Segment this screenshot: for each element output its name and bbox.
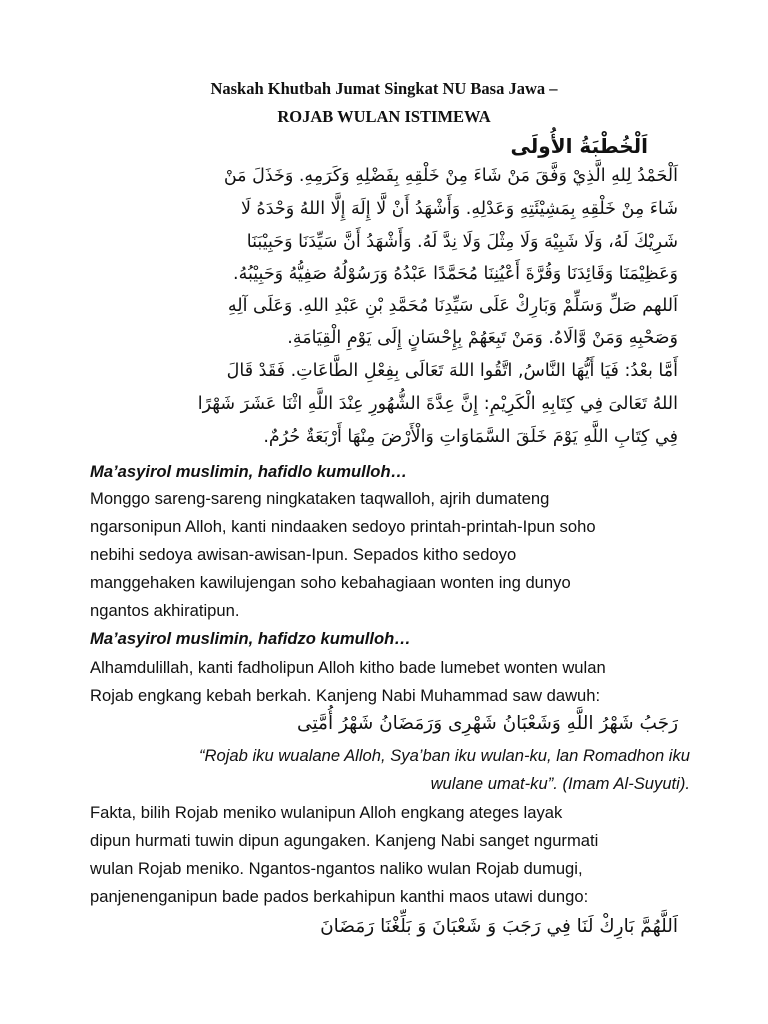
arabic-opening-line-7: أَمَّا بعْدُ: فَيَا أَيُّهَا النَّاسُ, اتَّقُوا اللهَ تَعَالَى بِفِعْلِ الطَّاعَاتِ. فَقَدْ قَالَ (226, 361, 678, 381)
paragraph-1-line-4: manggehaken kawilujengan soho kebahagiaan wonten ing dunyo (90, 573, 571, 592)
document-title-line-2: ROJAB WULAN ISTIMEWA (277, 107, 491, 126)
document-title-line-1: Naskah Khutbah Jumat Singkat NU Basa Jawa – (210, 79, 558, 98)
arabic-heading: اَلْخُطْبَةُ الأُولَى (510, 134, 648, 158)
arabic-opening-line-2: شَاءَ مِنْ خَلْقِهِ بِمَشِيْئَتِهِ وَعَدْلِهِ. وَأَشْهَدُ أَنْ لَّا إِلَهَ إِلَّا اللهُ وَحْدَهُ لَا (240, 199, 678, 219)
hadith-translation-line-1: “Rojab iku wualane Alloh, Sya’ban iku wulan-ku, lan Romadhon iku (198, 746, 690, 765)
paragraph-1-line-5: ngantos akhiratipun. (90, 601, 240, 620)
arabic-opening-line-3: شَرِيْكَ لَهُ، وَلَا شَبِيْهَ وَلَا مِثْلَ وَلَا نِدَّ لَهُ. وَأَشْهَدُ أَنَّ سَيِّدَنَا وَحَبِيْبَنَا (246, 232, 678, 252)
paragraph-3-line-4: panjenenganipun bade pados berkahipun kanthi maos utawi dungo: (90, 887, 589, 906)
hadith-translation-line-2: wulane umat-ku”. (Imam Al-Suyuti). (430, 774, 690, 793)
arabic-opening-line-6: وَصَحْبِهِ وَمَنْ وَّالَاهُ. وَمَنْ تَبِعَهُمْ بِإِحْسَانٍ إِلَى يَوْمِ الْقِيَامَةِ. (287, 328, 678, 348)
paragraph-3-line-3: wulan Rojab meniko. Ngantos-ngantos naliko wulan Rojab dumugi, (90, 859, 583, 878)
hadith-arabic: رَجَبُ شَهْرُ اللَّهِ وَشَعْبَانُ شَهْرِى وَرَمَضَانُ شَهْرُ أُمَّتِى (297, 713, 678, 734)
paragraph-3-line-2: dipun hurmati tuwin dipun agungaken. Kanjeng Nabi sanget ngurmati (90, 831, 599, 850)
arabic-opening-line-4: وَعَظِيْمَنَا وَقَائِدَنَا وَقُرَّةَ أَعْيُنِنَا مُحَمَّدًا عَبْدُهُ وَرَسُوْلُهُ صَفِيُّهُ وَحَبِيْبُهُ. (233, 264, 678, 284)
paragraph-2-line-2: Rojab engkang kebah berkah. Kanjeng Nabi Muhammad saw dawuh: (90, 686, 601, 705)
paragraph-3-line-1: Fakta, bilih Rojab meniko wulanipun Alloh engkang ateges layak (90, 803, 563, 822)
paragraph-1-line-1: Monggo sareng-sareng ningkataken taqwalloh, ajrih dumateng (90, 489, 550, 508)
arabic-opening-line-5: اَللهم صَلِّ وَسَلِّمْ وَبَارِكْ عَلَى سَيِّدِنَا مُحَمَّدِ بْنِ عَبْدِ اللهِ. وَعَلَى آلِهِ (227, 296, 678, 316)
prayer-arabic: اَللَّهُمَّ بَارِكْ لَنَا فِي رَجَبَ وَ شَعْبَانَ وَ بَلِّغْنَا رَمَضَانَ (320, 916, 678, 937)
paragraph-1-line-2: ngarsonipun Alloh, kanti nindaaken sedoyo printah-printah-Ipun soho (90, 517, 596, 536)
paragraph-2-line-1: Alhamdulillah, kanti fadholipun Alloh kitho bade lumebet wonten wulan (90, 658, 606, 677)
greeting-1: Ma’asyirol muslimin, hafidlo kumulloh… (90, 462, 408, 481)
arabic-opening-line-8: اللهُ تَعَالىَ فِي كِتَابِهِ الْكَرِيْمِ: إِنَّ عِدَّةَ الشُّهُورِ عِنْدَ اللَّهِ اثْنَا عَشَرَ شَهْرًا (197, 394, 678, 414)
paragraph-1-line-3: nebihi sedoya awisan-awisan-Ipun. Sepados kitho sedoyo (90, 545, 517, 564)
arabic-opening-line-1: اَلْحَمْدُ لِلهِ الَّذِيْ وَفَّقَ مَنْ شَاءَ مِنْ خَلْقِهِ بِفَضْلِهِ وَكَرَمِهِ. وَخَذَلَ مَنْ (223, 166, 678, 186)
arabic-opening-line-9: فِي كِتَابِ اللَّهِ يَوْمَ خَلَقَ السَّمَاوَاتِ وَالْأَرْضَ مِنْهَا أَرْبَعَةٌ حُرُمٌ. (263, 427, 678, 447)
greeting-2: Ma’asyirol muslimin, hafidzo kumulloh… (90, 629, 411, 648)
